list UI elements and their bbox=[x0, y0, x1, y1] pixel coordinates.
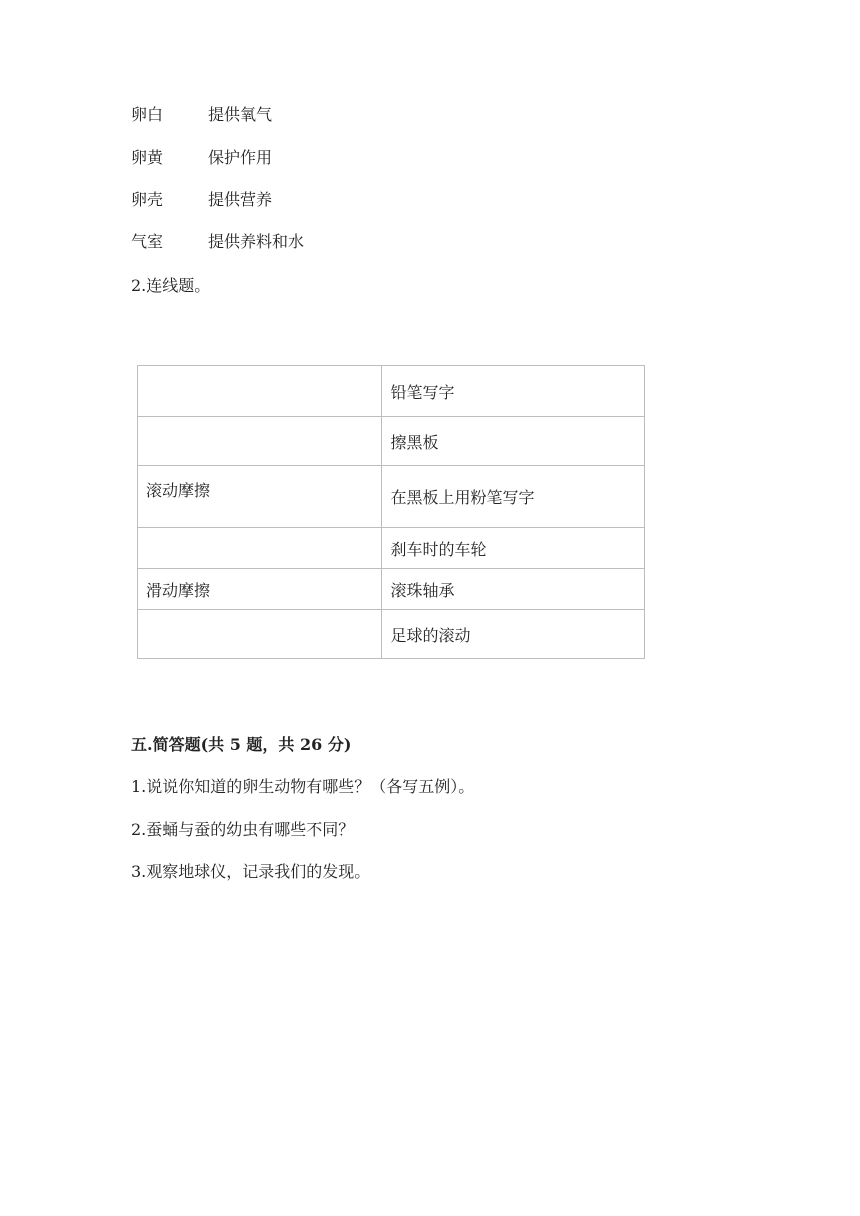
table-cell-left bbox=[138, 610, 382, 659]
question-2-label: 2.连线题。 bbox=[131, 276, 211, 295]
table-cell-right: 擦黑板 bbox=[382, 417, 645, 466]
table-cell-right: 滚珠轴承 bbox=[382, 569, 645, 610]
table-cell-left bbox=[138, 528, 382, 569]
table-cell-left bbox=[138, 417, 382, 466]
match-item-left: 卵白 bbox=[131, 105, 164, 124]
match-item-right: 提供营养 bbox=[208, 190, 273, 209]
table-row bbox=[138, 466, 645, 528]
table-cell-left bbox=[138, 366, 382, 417]
table-cell-right: 在黑板上用粉笔写字 bbox=[382, 466, 645, 528]
table-cell-right: 刹车时的车轮 bbox=[382, 528, 645, 569]
short-answer-question: 2.蚕蛹与蚕的幼虫有哪些不同？ bbox=[131, 820, 355, 839]
match-item-left: 气室 bbox=[131, 232, 164, 251]
match-item-right: 提供养料和水 bbox=[208, 232, 305, 251]
table-row bbox=[138, 610, 645, 659]
match-item-left: 卵壳 bbox=[131, 190, 164, 209]
table-cell-right: 足球的滚动 bbox=[382, 610, 645, 659]
short-answer-question: 1.说说你知道的卵生动物有哪些？（各写五例）。 bbox=[131, 777, 475, 796]
table-row bbox=[138, 417, 645, 466]
friction-matching-table bbox=[137, 365, 645, 659]
section-title: 五.简答题(共 5 题，共 26 分) bbox=[131, 735, 352, 754]
table-row bbox=[138, 366, 645, 417]
table-cell-right: 铅笔写字 bbox=[382, 366, 645, 417]
short-answer-question: 3.观察地球仪，记录我们的发现。 bbox=[131, 862, 371, 881]
table-row bbox=[138, 569, 645, 610]
match-item-right: 保护作用 bbox=[208, 148, 273, 167]
table-cell-left: 滚动摩擦 bbox=[138, 466, 382, 528]
match-item-right: 提供氧气 bbox=[208, 105, 273, 124]
table-row bbox=[138, 528, 645, 569]
match-item-left: 卵黄 bbox=[131, 148, 164, 167]
table-cell-left: 滑动摩擦 bbox=[138, 569, 382, 610]
